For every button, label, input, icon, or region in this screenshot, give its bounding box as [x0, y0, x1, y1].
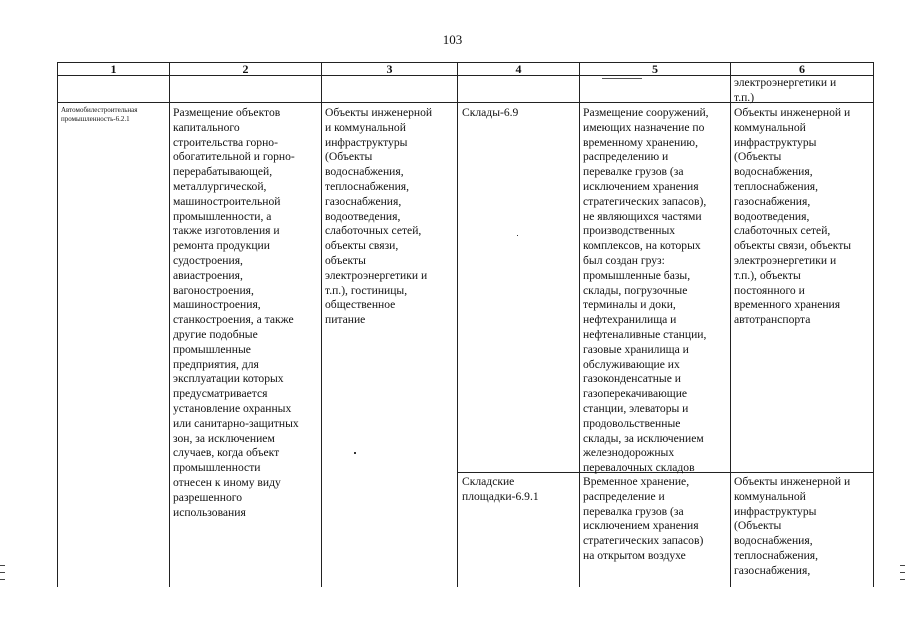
- land-use-name-cell: Автомобилестроительная промышленность-6.2.1: [61, 106, 138, 123]
- sub-use-auxiliary-cell: Объекты инженерной и коммунальной инфраструктуры (Объекты водоснабжения, теплоснабжения, газоснабжения,: [734, 475, 851, 577]
- scan-edge-mark: [900, 572, 905, 573]
- sub-use-description-cell: Размещение сооружений, имеющих назначение по временному хранению, распределению и перевалке грузов (за исключением хранения стратегических запасов), не являющихся частями производственных комплексов, на которых был создан груз: промышленные базы, склады, погрузочные терминалы и доки, нефтехранилища и нефтеналивные станции, газовые хранилища и обслуживающие их газоконденсатные и газоперекачивающие станции, элеваторы и продовольственные склады, за исключением железнодорожных перевалочных складов: [583, 106, 709, 475]
- scan-speck: [354, 452, 356, 454]
- continuation-cell-col6: электроэнергетики и т.п.): [734, 76, 837, 104]
- scan-speck: [517, 235, 518, 236]
- scan-artifact-dash: [602, 78, 642, 79]
- column-divider-2-3: [321, 62, 322, 587]
- scan-edge-mark: [900, 579, 905, 580]
- column-header-4: 4: [515, 62, 522, 76]
- column-header-2: 2: [242, 62, 249, 76]
- sub-use-description-cell: Временное хранение, распределение и перевалка грузов (за исключением хранения стратегических запасов) на открытом воздухе: [583, 475, 704, 562]
- column-header-3: 3: [386, 62, 393, 76]
- sub-use-auxiliary-cell: Объекты инженерной и коммунальной инфраструктуры (Объекты водоснабжения, теплоснабжения, газоснабжения, водоотведения, слаботочных сетей, объекты связи, объекты электроэнергетики и т.п.), объекты постоянного и временного хранения автотранспорта: [734, 106, 852, 327]
- column-header-6: 6: [799, 62, 805, 76]
- page-number: 103: [442, 32, 463, 47]
- zoning-table: [57, 62, 874, 587]
- scan-edge-mark: [0, 565, 5, 566]
- permitted-use-description-cell: Размещение объектов капитального строительства горно- обогатительной и горно- перерабатывающей, металлургической, машиностроительной промышленности, а также изготовления и ремонта продукции судостроения, авиастроения, вагоностроения, машиностроения, станкостроения, а также другие подобные промышленные предприятия, для эксплуатации которых предусматривается установление охранных или санитарно-защитных зон, за исключением случаев, когда объект промышленности отнесен к иному виду разрешенного использования: [173, 106, 299, 519]
- scan-edge-mark: [900, 565, 905, 566]
- table-left-border: [57, 62, 58, 587]
- table-right-border: [873, 62, 874, 587]
- column-header-5: 5: [652, 62, 658, 76]
- scan-edge-mark: [0, 579, 5, 580]
- scan-edge-mark: [0, 572, 5, 573]
- column-divider-4-5: [579, 62, 580, 587]
- column-divider-5-6: [730, 62, 731, 587]
- auxiliary-objects-cell: Объекты инженерной и коммунальной инфраструктуры (Объекты водоснабжения, теплоснабжения, газоснабжения, водоотведения, слаботочных сетей, объекты связи, объекты электроэнергетики и т.п.), гостиницы, общественное питание: [325, 106, 433, 327]
- sub-use-name-cell: Склады-6.9: [462, 106, 519, 119]
- column-divider-3-4: [457, 62, 458, 587]
- sub-use-name-cell: Складские площадки-6.9.1: [462, 475, 539, 503]
- column-divider-1-2: [169, 62, 170, 587]
- column-header-1: 1: [110, 62, 117, 76]
